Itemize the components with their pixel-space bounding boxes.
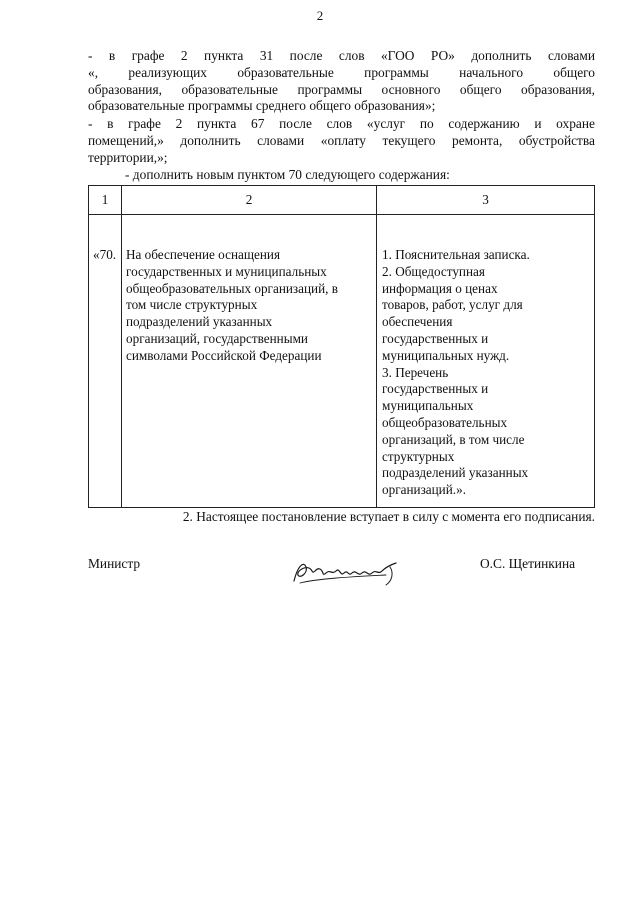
text-line: образовательные программы среднего общего образования»;	[88, 98, 436, 114]
cell-line: государственных и муниципальных	[126, 263, 327, 279]
text-line: - в графе 2 пункта 67 после слов «услуг по содержанию и охране	[88, 116, 595, 131]
item-documents-cell	[377, 215, 595, 508]
cell-line: муниципальных нужд.	[382, 347, 510, 363]
cell-line: структурных	[382, 448, 455, 464]
text-line: - дополнить новым пунктом 70 следующего содержания:	[125, 167, 450, 182]
text-line: - в графе 2 пункта 31 после слов «ГОО РО» дополнить словами	[88, 48, 595, 63]
cell-line: организаций, в том числе	[382, 431, 525, 447]
cell-line: обеспечения	[382, 314, 453, 330]
page-number: 2	[316, 8, 324, 23]
text-line: «, реализующих образовательные программы начального общего	[88, 64, 595, 80]
cell-line: подразделений указанных	[382, 465, 529, 481]
cell-line: общеобразовательных	[382, 414, 508, 430]
cell-line: муниципальных	[382, 398, 474, 414]
cell-line: 1. Пояснительная записка.	[382, 247, 530, 262]
table-header-cell: 3	[377, 186, 595, 215]
effective-date-paragraph: 2. Настоящее постановление вступает в силу с момента его подписания.	[182, 509, 595, 524]
cell-line: На обеспечение оснащения	[126, 247, 281, 262]
paragraph-new-item-70	[88, 167, 595, 184]
text-line: помещений,» дополнить словами «оплату текущего ремонта, обустройства	[88, 132, 595, 148]
cell-line: общеобразовательных организаций, в	[126, 280, 338, 296]
item-number-cell: «70.	[89, 215, 122, 508]
cell-line: 2. Общедоступная	[382, 263, 485, 279]
table-header-cell: 2	[122, 186, 377, 215]
text-line: территории,»;	[88, 149, 168, 165]
paragraph-amendment-67	[88, 116, 595, 166]
handwritten-signature	[286, 553, 416, 587]
cell-line: государственных и	[382, 330, 489, 346]
item-description-cell	[122, 215, 377, 508]
table-header-row	[89, 186, 595, 215]
signer-name: О.С. Щетинкина	[480, 556, 576, 571]
cell-line: 3. Перечень	[382, 364, 449, 380]
amendment-table	[88, 185, 595, 508]
cell-line: организаций, государственными	[126, 330, 308, 346]
table-header-cell: 1	[89, 186, 122, 215]
cell-line: организаций.».	[382, 482, 466, 498]
table-row	[89, 215, 595, 508]
cell-line: подразделений указанных	[126, 314, 273, 330]
text-line: образования, образовательные программы основного общего образования,	[88, 81, 595, 97]
cell-line: информация о ценах	[382, 280, 498, 296]
cell-line: государственных и	[382, 381, 489, 397]
cell-line: том числе структурных	[126, 297, 258, 313]
signer-title: Министр	[88, 556, 141, 571]
cell-line: товаров, работ, услуг для	[382, 297, 523, 313]
paragraph-amendment-31	[88, 48, 595, 115]
cell-line: символами Российской Федерации	[126, 347, 322, 363]
